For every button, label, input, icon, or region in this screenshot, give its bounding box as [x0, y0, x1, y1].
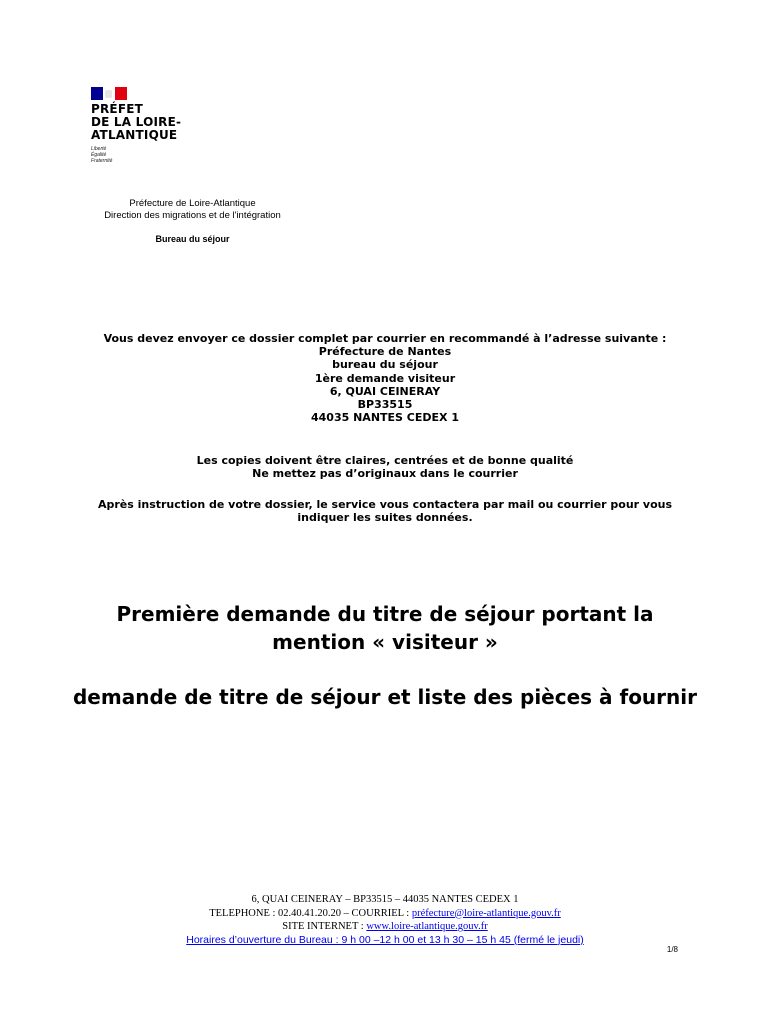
after-line: indiquer les suites données. — [297, 511, 473, 525]
address-line: bureau du séjour — [332, 358, 438, 372]
logo-title-line: DE LA LOIRE- — [91, 115, 182, 129]
footer-email-link[interactable]: préfecture@loire-atlantique.gouv.fr — [411, 907, 561, 919]
sub-title: demande de titre de séjour et liste des pièces à fournir — [72, 685, 697, 709]
copies-line: Les copies doivent être claires, centrées et de bonne qualité — [196, 454, 574, 467]
copies-line: Ne mettez pas d’originaux dans le courrier — [252, 467, 518, 481]
after-line: Après instruction de votre dossier, le service vous contactera par mail ou courrier pour vous — [97, 498, 673, 511]
page-number: 1/8 — [666, 945, 678, 954]
address-line: 6, QUAI CEINERAY — [329, 384, 441, 398]
page-footer — [60, 893, 710, 947]
address-line: 44035 NANTES CEDEX 1 — [311, 411, 459, 425]
address-line: BP33515 — [357, 398, 413, 412]
logo-title-line: PRÉFET — [91, 102, 144, 116]
footer-hours-link[interactable]: Horaires d’ouverture du Bureau : 9 h 00 –12 h 00 et 13 h 30 – 15 h 45 (fermé le jeudi) — [186, 933, 584, 946]
footer-site-link[interactable]: www.loire-atlantique.gouv.fr — [366, 921, 488, 932]
french-flag-icon — [91, 87, 127, 100]
main-title — [40, 600, 730, 656]
logo-motto-line: Liberté — [91, 146, 107, 152]
address-line: 1ère demande visiteur — [314, 371, 456, 385]
main-title-line: mention « visiteur » — [272, 630, 498, 654]
footer-address: 6, QUAI CEINERAY – BP33515 – 44035 NANTES CEDEX 1 — [251, 894, 519, 905]
instructions-intro: Vous devez envoyer ce dossier complet par courrier en recommandé à l’adresse suivante : — [103, 332, 667, 345]
logo-title-line: ATLANTIQUE — [91, 128, 178, 142]
footer-site-label: SITE INTERNET : — [282, 921, 367, 932]
logo-motto-line: Égalité — [91, 152, 107, 158]
prefet-logo — [91, 87, 211, 164]
copies-notice — [40, 454, 730, 480]
address-line: Préfecture de Nantes — [318, 345, 452, 359]
main-title-line: Première demande du titre de séjour portant la — [116, 602, 654, 626]
header-line: Direction des migrations et de l'intégration — [104, 210, 281, 221]
logo-motto — [91, 146, 211, 164]
logo-title — [91, 103, 211, 142]
footer-phone: TELEPHONE : 02.40.41.20.20 – COURRIEL : — [209, 907, 412, 919]
instructions-address — [40, 332, 730, 424]
bureau-label: Bureau du séjour — [155, 234, 230, 244]
footer-contact — [60, 907, 710, 921]
header-info — [60, 198, 325, 222]
footer-site — [60, 920, 710, 934]
header-line: Préfecture de Loire-Atlantique — [129, 198, 256, 209]
logo-motto-line: Fraternité — [91, 158, 113, 164]
after-instruction-notice — [40, 498, 730, 524]
